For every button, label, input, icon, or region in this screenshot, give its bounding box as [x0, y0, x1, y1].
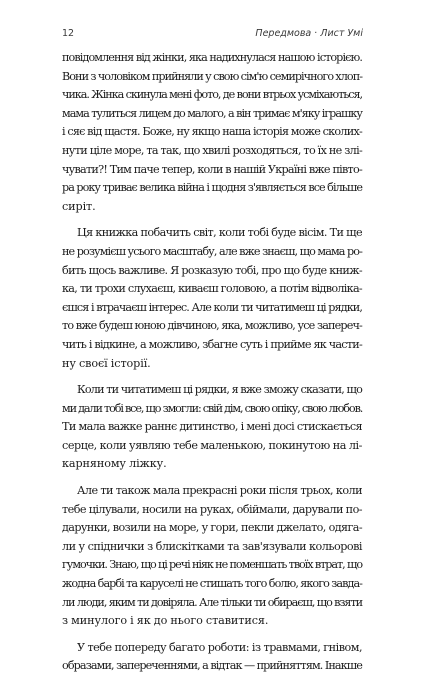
- text-line: єшся і втрачаєш інтерес. Але коли ти читатимеш ці рядки,: [62, 300, 362, 314]
- text-line: то вже будеш юною дівчиною, яка, можливо, усе запереч-: [62, 319, 362, 333]
- text-line: Але ти також мала прекрасні роки після трьох, коли: [77, 484, 362, 498]
- text-line: чувати?! Тим паче тепер, коли в нашій Україні вже півто-: [62, 162, 362, 176]
- paragraph: [62, 639, 362, 676]
- paragraph: [62, 49, 362, 216]
- text-line: У тебе попереду багато роботи: із травмами, гнівом,: [77, 640, 362, 654]
- text-line: чить і відкине, а можливо, збагне суть і прийме як части-: [62, 337, 362, 351]
- text-line: мама тулиться лицем до малого, а він тримає м'яку іграшку: [62, 106, 362, 120]
- chapter-title: Лист Умі: [320, 28, 363, 39]
- text-line: повідомлення від жінки, яка надихнулася нашою історією.: [62, 51, 362, 64]
- text-line: образами, запереченнями, а відтак — прийняттям. Інакше: [62, 659, 362, 673]
- text-line: ра року триває велика війна і щодня з'являється все більше: [62, 181, 362, 195]
- text-line: з минулого і як до нього ставитися.: [62, 614, 269, 628]
- text-line: Ти мала важке раннє дитинство, і мені досі стискається: [62, 420, 362, 434]
- text-line: Ця книжка побачить світ, коли тобі буде вісім. Ти ще: [77, 226, 362, 240]
- text-line: і сяє від щастя. Боже, ну якщо наша історія може сколих-: [62, 125, 363, 139]
- text-line: не розумієш усього масштабу, але вже знаєш, що мама ро-: [62, 244, 362, 258]
- text-line: дарунки, возили на море, у гори, пекли джелато, одяга-: [62, 521, 362, 535]
- text-line: сиріт.: [62, 199, 96, 213]
- text-line: ли люди, яким ти довіряла. Але тільки ти обираєш, що взяти: [62, 595, 362, 609]
- paragraph: [62, 224, 362, 373]
- paragraph: [62, 482, 362, 631]
- page-number: 12: [62, 28, 75, 39]
- text-line: ли у спіднички з блискітками та зав'язували кольорові: [62, 539, 362, 553]
- paragraph: [62, 381, 362, 474]
- running-head-separator: ·: [314, 28, 318, 39]
- text-line: бить щось важливе. Я розказую тобі, про що буде книж-: [62, 263, 362, 277]
- text-line: чика. Жінка скинула мені фото, де вони втрьох усміхаються,: [62, 88, 362, 102]
- body-text: [62, 49, 362, 676]
- text-line: ми дали тобі все, що змогли: свій дім, свою опіку, свою любов.: [62, 401, 363, 415]
- text-line: Вони з чоловіком прийняли у свою сім'ю семирічного хлоп-: [62, 69, 363, 83]
- text-line: тебе цілували, носили на руках, обіймали, дарували по-: [62, 502, 362, 516]
- text-line: ка, ти трохи слухаєш, киваєш головою, а потім відволіка-: [62, 282, 362, 296]
- text-line: жодна барбі та каруселі не стишать того болю, якого завда-: [62, 577, 362, 591]
- text-line: нути ціле море, та так, що хвилі розходяться, то їх не злі-: [62, 143, 363, 157]
- page-header: [62, 28, 363, 44]
- text-line: ну своєї історії.: [62, 356, 151, 370]
- running-head: [255, 28, 363, 39]
- text-line: карняному ліжку.: [62, 457, 167, 471]
- text-line: гумочки. Знаю, що ці речі ніяк не поменшать твоїх втрат, що: [62, 558, 362, 572]
- section-title: Передмова: [255, 28, 312, 39]
- text-line: Коли ти читатимеш ці рядки, я вже зможу сказати, що: [77, 383, 362, 397]
- text-line: серце, коли уявляю тебе маленькою, покинутою на лі-: [62, 438, 362, 452]
